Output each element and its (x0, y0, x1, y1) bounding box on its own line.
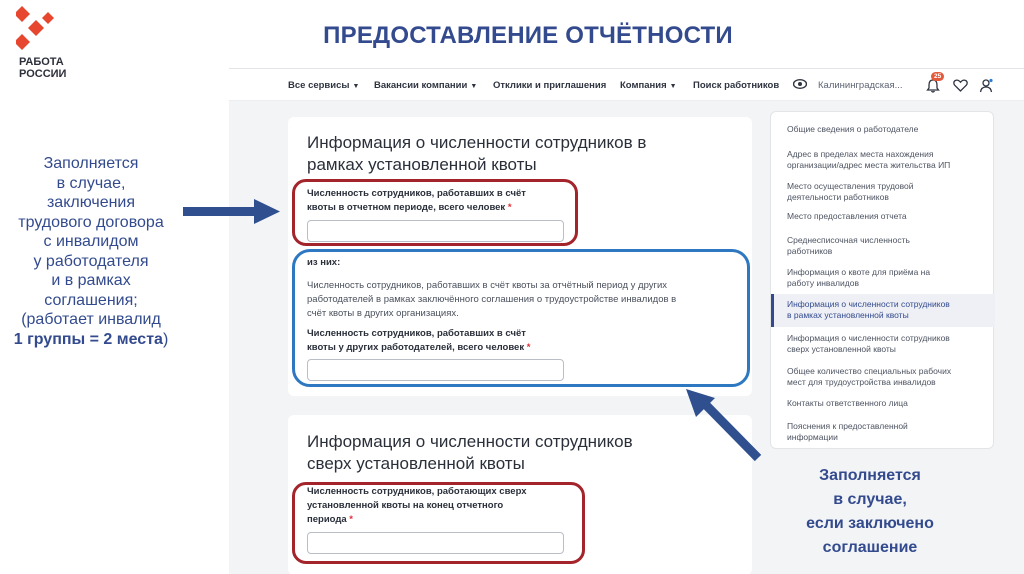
sidebar-item-special-workplaces[interactable]: Общее количество специальных рабочих мест для трудоустройства инвалидов (787, 366, 952, 387)
notification-badge: 25 (931, 72, 944, 81)
chevron-down-icon: ▼ (669, 83, 677, 90)
other-employers-label: Численность сотрудников, работавших в счёт квоты у других работодателей, всего человек * (307, 328, 531, 353)
nav-all-services[interactable]: Все сервисы ▼ (288, 80, 360, 91)
card-title: Информация о численности сотрудников сверх установленной квоты (307, 432, 633, 473)
region-selector[interactable]: Калининградская... (818, 80, 903, 91)
required-mark: * (507, 202, 512, 213)
sidebar-item-avg-headcount[interactable]: Среднесписочная численность работников (787, 235, 910, 256)
sidebar-item-over-quota[interactable]: Информация о численности сотрудников сверх установленной квоты (787, 333, 950, 354)
quota-employees-label: Численность сотрудников, работавших в счёт квоты в отчетном периоде, всего человек * (307, 188, 526, 213)
nav-company[interactable]: Компания ▼ (620, 80, 677, 91)
sidebar-item-report-location[interactable]: Место предоставления отчета (787, 211, 907, 221)
arrow-up-left-icon (686, 389, 758, 458)
chevron-down-icon: ▼ (352, 83, 360, 90)
right-annotation: Заполняется в случае, если заключено соглашение (806, 467, 934, 556)
sidebar-item-within-quota[interactable]: Информация о численности сотрудников в рамках установленной квоты (787, 299, 950, 320)
nav-company-vacancies[interactable]: Вакансии компании ▼ (374, 80, 478, 91)
required-mark: * (526, 342, 531, 353)
left-annotation: Заполняется в случае, заключения трудового договора с инвалидом у работодателя и в рамках соглашения; (работает инвалид 1 группы = 2 места) (13, 155, 169, 348)
required-mark: * (349, 514, 353, 525)
sidebar-item-work-location[interactable]: Место осуществления трудовой деятельности работников (787, 181, 914, 202)
description-text: Численность сотрудников, работавших в счёт квоты за отчётный период у других работодателей в рамках заключённого соглашения о трудоустройстве инвалидов в счёт квоты в других организациях. (307, 280, 677, 319)
sidebar-item-quota-info[interactable]: Информация о квоте для приёма на работу инвалидов (787, 267, 931, 288)
slide-title: ПРЕДОСТАВЛЕНИЕ ОТЧЁТНОСТИ (323, 22, 733, 49)
chevron-down-icon: ▼ (470, 83, 478, 90)
sidebar-item-address[interactable]: Адрес в пределах места нахождения организации/адрес места жительства ИП (787, 149, 951, 170)
arrow-right-icon (183, 199, 280, 224)
over-quota-label: Численность сотрудников, работающих сверх установленной квоты на конец отчетного периода * (307, 486, 527, 525)
nav-responses-invitations[interactable]: Отклики и приглашения (493, 80, 607, 91)
card-title: Информация о численности сотрудников в рамках установленной квоты (307, 133, 647, 174)
sidebar-item-explanations[interactable]: Пояснения к предоставленной информации (787, 421, 908, 442)
nav-find-workers[interactable]: Поиск работников (693, 80, 780, 91)
logo-line-1: РАБОТА (19, 56, 64, 68)
sub-heading: из них: (307, 257, 341, 268)
sidebar-item-contacts[interactable]: Контакты ответственного лица (787, 398, 908, 408)
sidebar-item-general[interactable]: Общие сведения о работодателе (787, 124, 919, 134)
logo-line-2: РОССИИ (19, 68, 67, 80)
